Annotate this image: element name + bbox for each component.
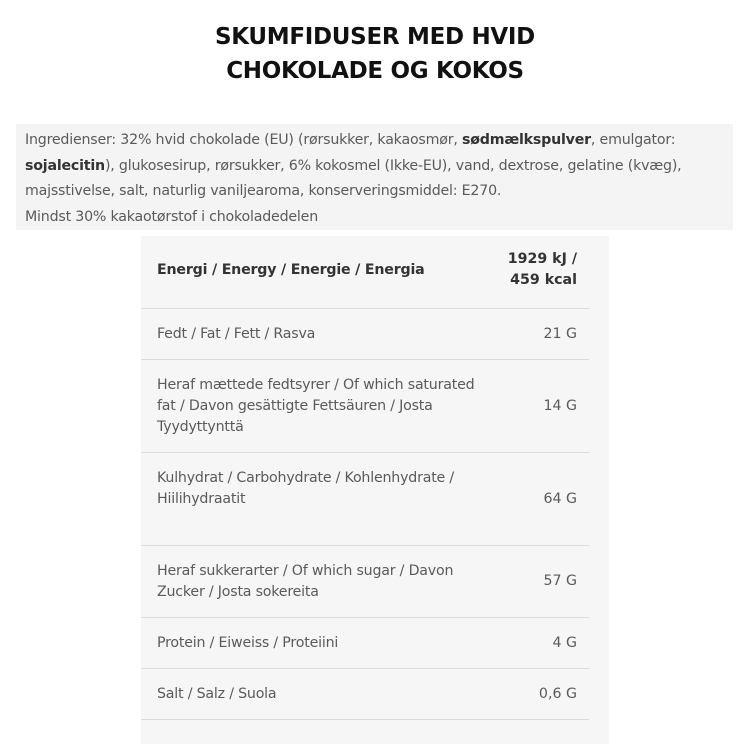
nutrition-value: 0,6 G — [538, 686, 577, 702]
allergen-milk-powder: sødmælkspulver — [461, 132, 591, 148]
nutrition-row-protein — [141, 618, 589, 669]
nutrition-label: Kulhydrat / Carbohydrate / Kohlenhydrate / Hiilihydraatit — [157, 470, 454, 507]
nutrition-label: Fedt / Fat / Fett / Rasva — [157, 326, 316, 342]
ingredients-text-3: ), glukosesirup, rørsukker, 6% kokosmel (Ikke-EU), vand, dextrose, gelatine (kvæg), — [104, 157, 682, 174]
product-title — [0, 20, 750, 88]
nutrition-row-saturated-fat — [141, 360, 589, 453]
product-title-line-2: CHOKOLADE OG KOKOS — [226, 58, 524, 84]
ingredients-line-1 — [25, 128, 725, 154]
nutrition-row-sugar — [141, 546, 589, 618]
nutrition-row-salt — [141, 669, 589, 720]
nutrition-label: Salt / Salz / Suola — [157, 686, 277, 702]
nutrition-value: 4 G — [552, 635, 577, 651]
ingredients-line-3: majsstivelse, salt, naturlig vaniljearoma, konserveringsmiddel: E270. — [25, 183, 502, 199]
ingredients-text-1: Ingredienser: 32% hvid chokolade (EU) (rørsukker, kakaosmør, — [25, 132, 462, 148]
nutrition-label-energy: Energi / Energy / Energie / Energia — [157, 262, 425, 278]
allergen-soy-lecithin: sojalecitin — [25, 157, 105, 174]
nutrition-label: Heraf mættede fedtsyrer / Of which saturated fat / Davon gesättigte Fettsäuren / Josta Tyydyttynttä — [157, 377, 475, 435]
ingredients-box — [16, 124, 733, 230]
nutrition-row-carbohydrate — [141, 453, 589, 546]
nutrition-label: Protein / Eiweiss / Proteiini — [157, 635, 339, 651]
product-title-line-1: SKUMFIDUSER MED HVID — [215, 24, 535, 50]
nutrition-value: 57 G — [543, 573, 577, 589]
nutrition-value-energy: 1929 kJ / 459 kcal — [507, 251, 577, 288]
nutrition-row-fat — [141, 309, 589, 360]
nutrition-value: 14 G — [543, 398, 577, 414]
nutrition-value: 21 G — [543, 326, 577, 342]
nutrition-row-energy — [141, 236, 589, 309]
ingredients-text-2: , emulgator: — [590, 132, 676, 148]
nutrition-value: 64 G — [543, 491, 577, 507]
cocoa-solids-note: Mindst 30% kakaotørstof i chokoladedelen — [25, 208, 318, 225]
nutrition-label: Heraf sukkerarter / Of which sugar / Davon Zucker / Josta sokereita — [157, 563, 454, 600]
nutrition-table — [141, 236, 609, 744]
ingredients-line-2 — [25, 154, 725, 180]
